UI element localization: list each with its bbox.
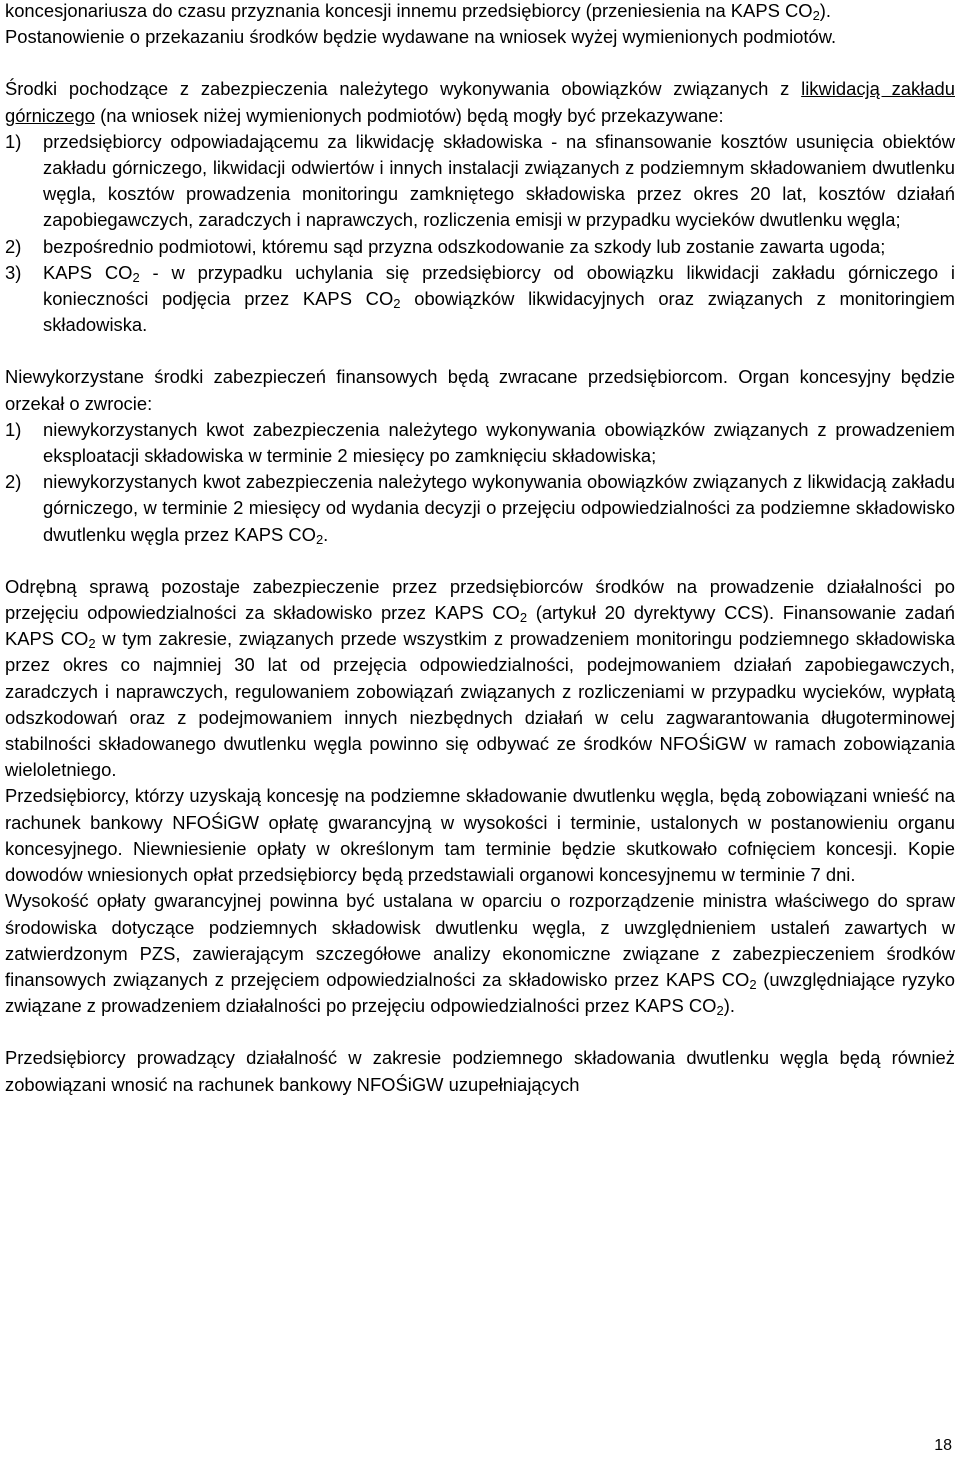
paragraph-supplementary: Przedsiębiorcy prowadzący działalność w zakresie podziemnego składowania dwutlenku węgla będą również zobowiązani wnosić na rachunek bankowy NFOŚiGW uzupełniających [5,1047,955,1095]
list-item: 3) KAPS $CO_2$ - w przypadku uchylania się przedsiębiorcy od obowiązku likwidacji zakładu górniczego i konieczności podjęcia przez KAPS $CO_2$ obowiązków likwidacyjnych oraz związanych z monitoringiem składowiska. [5,261,955,336]
paragraph-guarantee-fee: Przedsiębiorcy, którzy uzyskają koncesję na podziemne składowanie dwutlenku węgla, będą zobowiązani wnieść na rachunek bankowy NFOŚiGW opłatę gwarancyjną w wysokości i terminie, ustalonych w postanowieniu organu koncesyjnego. Niewniesienie opłaty w określonym tam terminie będzie skutkowało cofnięciem koncesji. Kopie dowodów wniesionych opłat przedsiębiorcy będą przedstawiali organowi koncesyjnemu w terminie 7 dni. [5,785,955,886]
paragraph-fee-amount: Wysokość opłaty gwarancyjnej powinna być ustalana w oparciu o rozporządzenie ministra właściwego do spraw środowiska dotyczące podziemnych składowisk dwutlenku węgla, z uwzględnieniem ustaleń zawartych w zatwierdzonym PZS, zawierającym szczegółowe analizy ekonomiczne związane z zabezpieczeniem środków finansowych związanych z przejęciem odpowiedzialności za składowisko przez KAPS $CO_2$ (uwzględniające ryzyko związane z prowadzeniem działalności po przejęciu odpowiedzialności przez KAPS $CO_2$). [5,890,955,1019]
paragraph-funds-intro: Środki pochodzące z zabezpieczenia należytego wykonywania obowiązków związanych z likwidacją zakładu górniczego (na wniosek niżej wymienionych podmiotów) będą mogły być przekazywane: [5,78,955,126]
page-number: 18 [934,1437,952,1454]
paragraph-decision: Postanowienie o przekazaniu środków będzie wydawane na wniosek wyżej wymienionych podmiotów. [5,26,837,48]
paragraph-unused-funds: Niewykorzystane środki zabezpieczeń finansowych będą zwracane przedsiębiorcom. Organ koncesyjny będzie orzekał o zwrocie: [5,366,955,414]
list-item: 1) niewykorzystanych kwot zabezpieczenia należytego wykonywania obowiązków związanych z prowadzeniem eksploatacji składowiska w terminie 2 miesięcy po zamknięciu składowiska; [5,418,955,467]
underlined-term: likwidacją zakładu górniczego [5,78,955,126]
list-item: 1) przedsiębiorcy odpowiadającemu za likwidację składowiska - na sfinansowanie kosztów usunięcia obiektów zakładu górniczego, likwidacji odwiertów i innych instalacji związanych z podziemnym składowaniem dwutlenku węgla, kosztów prowadzenia monitoringu zamkniętego składowiska przez okres 20 lat, kosztów działań zapobiegawczych, zaradczych i naprawczych, rozliczenia emisji w przypadku wycieków dwutlenku węgla; [5,130,955,231]
paragraph-concessionaire: koncesjonariusza do czasu przyznania koncesji innemu przedsiębiorcy (przeniesienia na KAPS $CO_2$). [5,0,832,23]
list-item: 2) bezpośrednio podmiotowi, któremu sąd przyzna odszkodowanie za szkody lub zostanie zawarta ugoda; [5,235,886,257]
paragraph-separate-matter: Odrębną sprawą pozostaje zabezpieczenie przez przedsiębiorców środków na prowadzenie działalności po przejęciu odpowiedzialności za składowisko przez KAPS $CO_2$ (artykuł 20 dyrektywy CCS). Finansowanie zadań KAPS $CO_2$ w tym zakresie, związanych przede wszystkim z prowadzeniem monitoringu podziemnego składowiska przez okres co najmniej 30 lat od przejęcia odpowiedzialności, podejmowaniem działań zapobiegawczych, zaradczych i naprawczych, regulowaniem zobowiązań związanych z rozliczeniami w przypadku wycieków, wypłatą odszkodowań oraz z podejmowaniem innych niezbędnych działań w celu zagwarantowania długoterminowej stabilności składowanego dwutlenku węgla powinno się odbywać ze środków NFOŚiGW w ramach zobowiązania wieloletniego. [5,575,955,781]
list-item: 2) niewykorzystanych kwot zabezpieczenia należytego wykonywania obowiązków związanych z likwidacją zakładu górniczego, w terminie 2 miesięcy od wydania decyzji o przejęciu odpowiedzialności za podziemne składowisko dwutlenku węgla przez KAPS $CO_2$. [5,471,955,547]
document-page [5,0,955,1098]
